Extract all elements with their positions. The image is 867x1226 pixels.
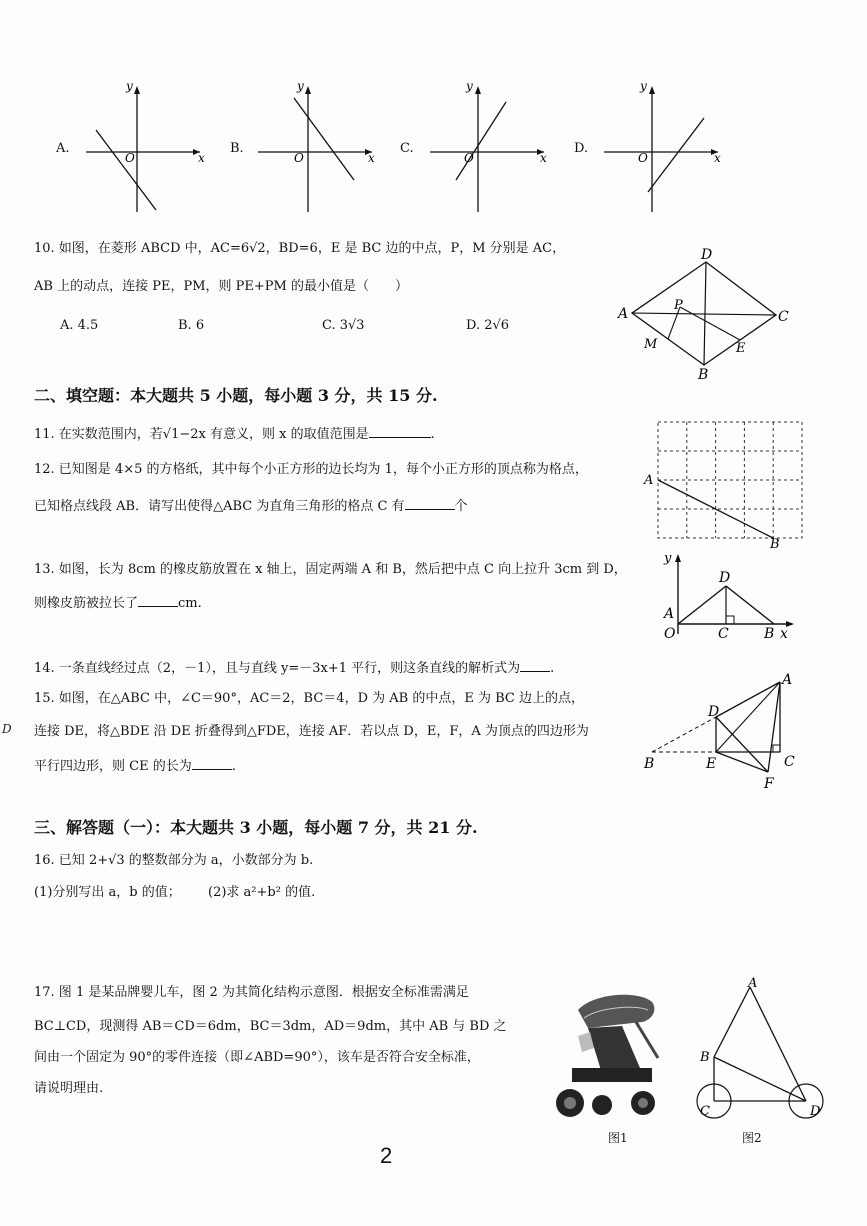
q10-option-a: A. 4.5 — [60, 318, 99, 333]
stroller-photo-image — [548, 988, 663, 1123]
q10-option-d: D. 2√6 — [466, 318, 510, 333]
q17-fig2-caption: 图2 — [742, 1131, 762, 1145]
svg-text:B: B — [698, 367, 709, 383]
svg-text:F: F — [764, 776, 774, 792]
svg-text:O: O — [464, 151, 474, 165]
svg-text:B: B — [770, 537, 780, 552]
svg-text:A: A — [664, 606, 675, 622]
svg-text:A: A — [618, 306, 629, 322]
q17-text-line3: 间由一个固定为 90°的零件连接（即∠ABD=90°），该车是否符合安全标准， — [34, 1050, 480, 1065]
q13-figure — [652, 546, 802, 642]
svg-text:O: O — [294, 151, 304, 165]
q17-text-line4: 请说明理由. — [34, 1081, 104, 1096]
q11-text: 11. 在实数范围内，若√1−2x 有意义，则 x 的取值范围是 — [34, 427, 369, 442]
q9-graph-c — [422, 80, 557, 220]
q15-figure — [640, 668, 810, 796]
q10-option-c: C. 3√3 — [322, 318, 365, 333]
q12-text-line2: 已知格点线段 AB．请写出使得△ABC 为直角三角形的格点 C 有 — [34, 499, 405, 514]
q9-a-ylabel: y — [126, 80, 133, 93]
q10-text-line1: 10. 如图，在菱形 ABCD 中，AC=6√2，BD=6，E 是 BC 边的中点，P，M 分别是 AC， — [34, 241, 566, 256]
svg-text:D: D — [719, 570, 731, 586]
q15-line3: 平行四边形，则 CE 的长为 . — [34, 759, 236, 774]
q12-answer-blank[interactable] — [405, 497, 455, 510]
svg-text:A: A — [748, 976, 758, 991]
svg-text:A: A — [782, 672, 793, 688]
svg-text:C: C — [700, 1104, 710, 1119]
q13-text-line2: 则橡皮筋被拉长了 — [34, 596, 139, 611]
q9-a-origin: O — [125, 151, 135, 165]
q9-graph-b — [250, 80, 385, 220]
q9-option-c-label: C. — [400, 141, 414, 156]
svg-text:E: E — [706, 756, 717, 772]
svg-text:x: x — [780, 626, 788, 642]
q9-option-a-label: A. — [56, 141, 70, 156]
svg-text:A: A — [644, 473, 654, 488]
svg-text:O: O — [638, 151, 648, 165]
q15-text-line3: 平行四边形，则 CE 的长为 — [34, 759, 192, 774]
svg-text:x: x — [540, 151, 547, 165]
section-3-heading: 三、解答题（一）：本大题共 3 小题，每小题 7 分，共 21 分. — [34, 818, 478, 837]
svg-text:D: D — [810, 1104, 821, 1119]
q17-text-line1: 17. 图 1 是某品牌婴儿车，图 2 为其简化结构示意图．根据安全标准需满足 — [34, 985, 469, 1000]
svg-text:x: x — [714, 151, 721, 165]
q11: 11. 在实数范围内，若√1−2x 有意义，则 x 的取值范围是 . — [34, 427, 435, 442]
q17-text-line2: BC⊥CD，现测得 AB＝CD＝6dm，BC＝3dm，AD＝9dm，其中 AB 与 BD 之 — [34, 1019, 507, 1034]
q17-fig1-caption: 图1 — [608, 1131, 628, 1145]
q10-text-line2: AB 上的动点，连接 PE，PM，则 PE+PM 的最小值是（ ） — [34, 279, 408, 294]
q9-a-xlabel: x — [198, 151, 205, 165]
q9-graph-d — [596, 80, 731, 220]
q13-line2: 则橡皮筋被拉长了 cm. — [34, 596, 202, 611]
q14-text: 14. 一条直线经过点（2，－1），且与直线 y=－3x+1 平行，则这条直线的解析式为 — [34, 661, 521, 676]
q10-rhombus-figure — [612, 245, 797, 385]
q14-answer-blank[interactable] — [520, 659, 550, 672]
svg-text:C: C — [784, 754, 795, 770]
q13-text-line1: 13. 如图，长为 8cm 的橡皮筋放置在 x 轴上，固定两端 A 和 B，然后把中点 C 向上拉升 3cm 到 D， — [34, 562, 627, 577]
svg-text:x: x — [368, 151, 375, 165]
q16-part1: (1)分别写出 a，b 的值； — [34, 885, 181, 900]
q17-fig2-diagram — [690, 975, 840, 1125]
q9-option-b-label: B. — [230, 141, 244, 156]
svg-text:B: B — [700, 1050, 710, 1065]
svg-text:M: M — [644, 337, 658, 352]
q11-answer-blank[interactable] — [369, 425, 431, 438]
svg-text:B: B — [764, 626, 775, 642]
q16-part2: (2)求 a²+b² 的值. — [208, 885, 316, 900]
q16-text-line1: 16. 已知 2+√3 的整数部分为 a，小数部分为 b. — [34, 853, 314, 868]
q10-option-b: B. 6 — [178, 318, 205, 333]
q15-text-line1: 15. 如图，在△ABC 中，∠C＝90°，AC＝2，BC＝4，D 为 AB 的中点，E 为 BC 边上的点， — [34, 691, 584, 706]
q13-answer-blank[interactable] — [138, 594, 178, 607]
svg-text:D: D — [708, 704, 720, 720]
svg-text:O: O — [664, 626, 676, 642]
q9-option-d-label: D. — [574, 141, 589, 156]
margin-mark: D — [2, 722, 12, 736]
svg-text:y: y — [640, 80, 647, 93]
svg-text:D: D — [701, 247, 713, 263]
svg-text:y: y — [466, 80, 473, 93]
page-number: 2 — [380, 1143, 393, 1168]
svg-text:C: C — [718, 626, 729, 642]
svg-text:B: B — [644, 756, 655, 772]
svg-text:P: P — [674, 298, 683, 313]
svg-text:y: y — [297, 80, 304, 93]
q9-graph-a — [78, 80, 213, 220]
q12-text-line1: 12. 已知图是 4×5 的方格纸，其中每个小正方形的边长均为 1，每个小正方形的顶点称为格点， — [34, 462, 588, 477]
q15-text-line2: 连接 DE，将△BDE 沿 DE 折叠得到△FDE，连接 AF．若以点 D，E，F，A 为顶点的四边形为 — [34, 724, 589, 739]
svg-text:E: E — [736, 341, 746, 356]
q14: 14. 一条直线经过点（2，－1），且与直线 y=－3x+1 平行，则这条直线的解析式为 . — [34, 661, 555, 676]
section-2-heading: 二、填空题：本大题共 5 小题，每小题 3 分，共 15 分. — [34, 386, 438, 405]
svg-text:C: C — [778, 309, 789, 325]
svg-text:y: y — [664, 551, 672, 566]
q12-grid-figure — [640, 416, 840, 554]
q12-line2: 已知格点线段 AB．请写出使得△ABC 为直角三角形的格点 C 有 个 — [34, 499, 468, 514]
q15-answer-blank[interactable] — [192, 757, 232, 770]
